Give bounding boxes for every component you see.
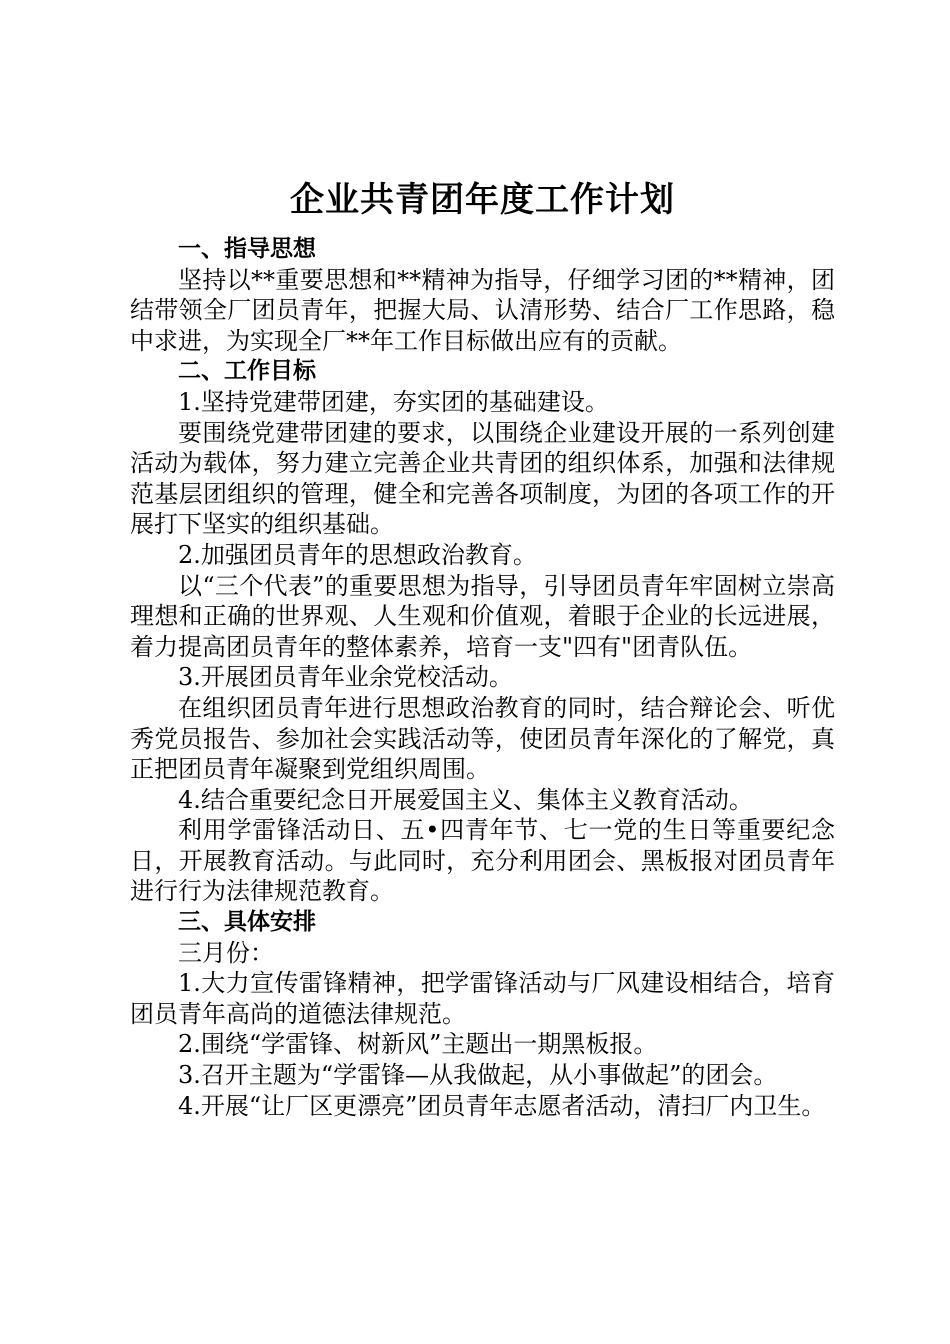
document-page xyxy=(130,180,835,1121)
paragraph: 要围绕党建带团建的要求，以围绕企业建设开展的一系列创建活动为载体，努力建立完善企业共青团的组织体系，加强和法律规范基层团组织的管理，健全和完善各项制度，为团的各项工作的开展打下坚实的组织基础。 xyxy=(130,418,835,539)
heading-guiding-ideology: 一、指导思想 xyxy=(178,236,316,262)
paragraph: 坚持以**重要思想和**精神为指导，仔细学习团的**精神，团结带领全厂团员青年，把握大局、认清形势、结合厂工作思路，稳中求进，为实现全厂**年工作目标做出应有的贡献。 xyxy=(130,265,835,355)
arrangement-item-4: 4.开展“让厂区更漂亮”团员青年志愿者活动，清扫厂内卫生。 xyxy=(178,1091,826,1120)
paragraph: 在组织团员青年进行思想政治教育的同时，结合辩论会、听优秀党员报告、参加社会实践活动等，使团员青年深化的了解党，真正把团员青年凝聚到党组织周围。 xyxy=(130,693,835,784)
goal-item-4: 4.结合重要纪念日开展爱国主义、集体主义教育活动。 xyxy=(178,785,753,814)
arrangement-item-1: 1.大力宣传雷锋精神，把学雷锋活动与厂风建设相结合，培育团员青年高尚的道德法律规范。 xyxy=(130,969,835,1028)
goal-item-3: 3.开展团员青年业余党校活动。 xyxy=(178,663,513,692)
heading-specific-arrangements: 三、具体安排 xyxy=(178,909,316,936)
document-title: 企业共青团年度工作计划 xyxy=(290,180,675,220)
arrangement-item-3: 3.召开主题为“学雷锋—从我做起，从小事做起”的团会。 xyxy=(178,1061,778,1090)
heading-work-goals: 二、工作目标 xyxy=(178,358,316,385)
paragraph: 利用学雷锋活动日、五•四青年节、七一党的生日等重要纪念日，开展教育活动。与此同时，充分利用团会、黑板报对团员青年进行行为法律规范教育。 xyxy=(130,816,835,906)
goal-item-2: 2.加强团员青年的思想政治教育。 xyxy=(178,540,537,569)
goal-item-1: 1.坚持党建带团建，夯实团的基础建设。 xyxy=(178,387,609,416)
arrangement-item-2: 2.围绕“学雷锋、树新风”主题出一期黑板报。 xyxy=(178,1030,658,1059)
paragraph: 以“三个代表”的重要思想为指导，引导团员青年牢固树立崇高理想和正确的世界观、人生观和价值观，着眼于企业的长远进展，着力提高团员青年的整体素养，培育一支"四有"团青队伍。 xyxy=(130,571,835,661)
month-label: 三月份： xyxy=(178,938,274,967)
